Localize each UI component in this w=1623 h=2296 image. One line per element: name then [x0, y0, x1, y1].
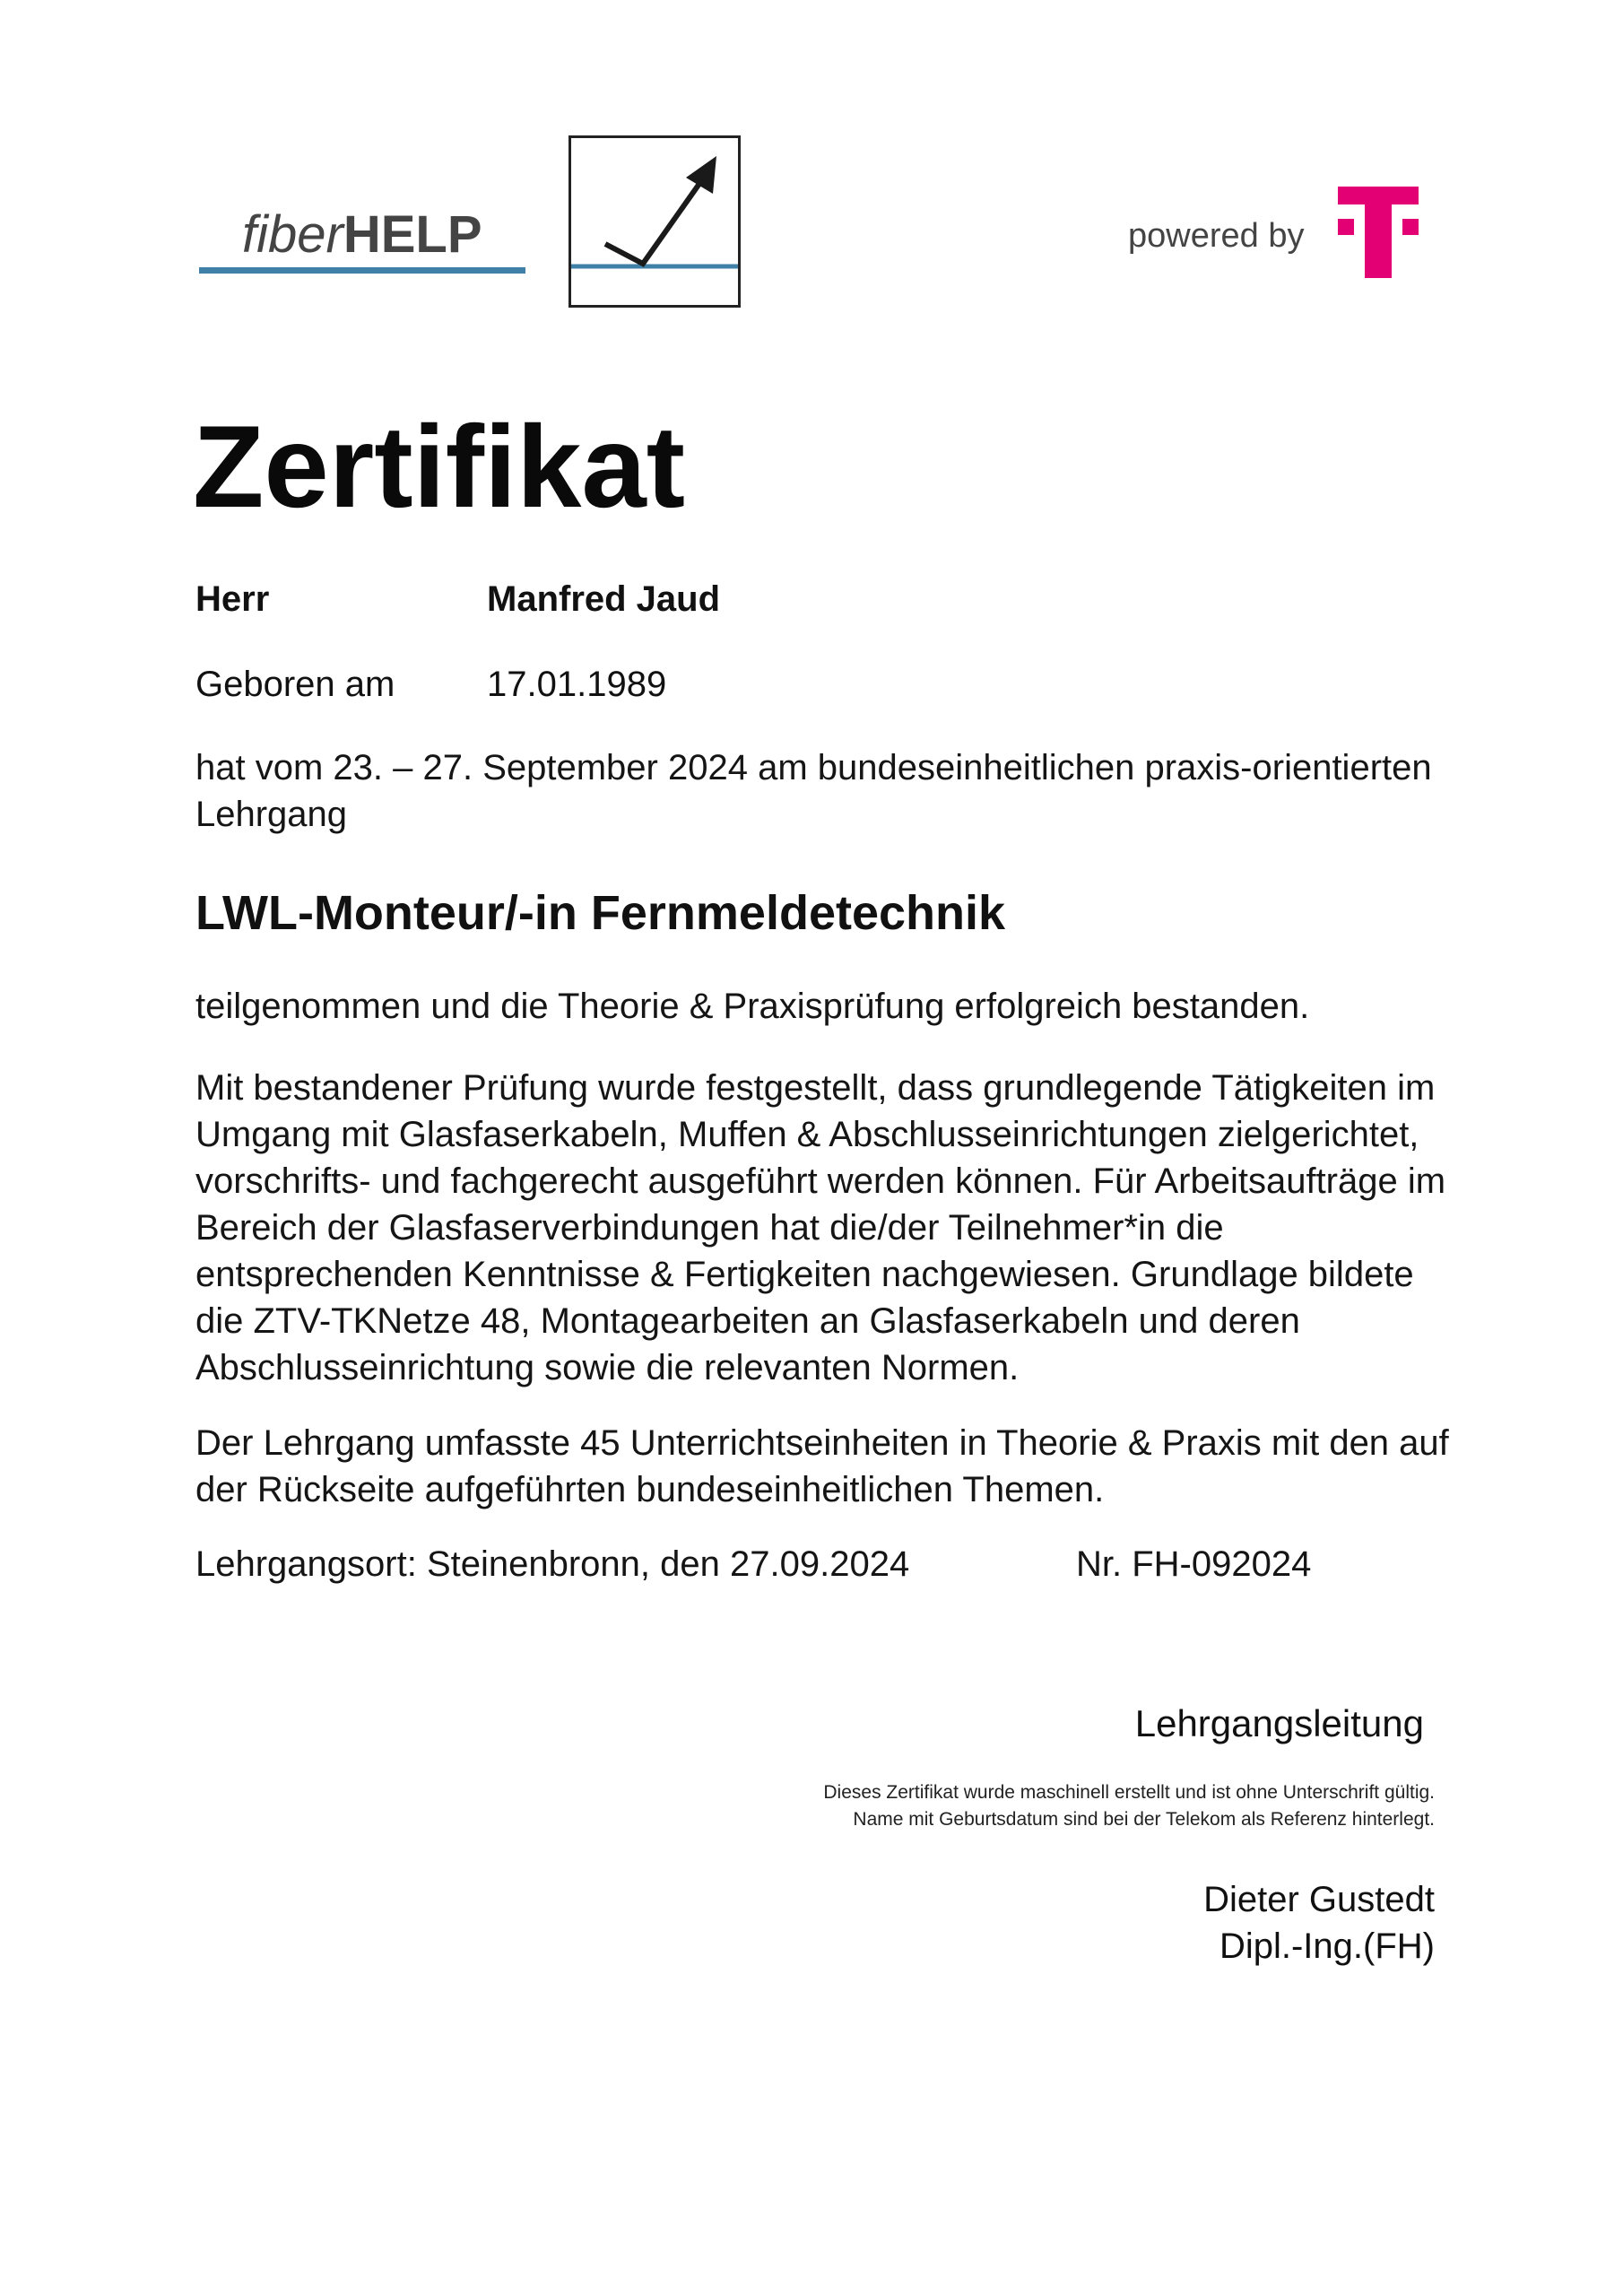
participant-name: Manfred Jaud — [487, 579, 721, 619]
checkmark-arrow-icon — [571, 138, 738, 305]
intro-paragraph — [195, 744, 1451, 838]
leadership-label: Lehrgangsleitung — [1134, 1702, 1424, 1744]
description-line: vorschrifts- und fachgerecht ausgeführt werden können. Für Arbeitsaufträge im — [195, 1161, 1446, 1201]
description-line: Mit bestandener Prüfung wurde festgestellt, dass grundlegende Tätigkeiten im — [195, 1068, 1436, 1108]
telekom-t-icon — [1338, 187, 1419, 278]
intro-line: hat vom 23. – 27. September 2024 am bundeseinheitlichen praxis-orientierten — [195, 748, 1432, 787]
description-line: entsprechenden Kenntnisse & Fertigkeiten nachgewiesen. Grundlage bildete — [195, 1255, 1414, 1294]
certificate-number: Nr. FH-092024 — [1076, 1544, 1312, 1584]
salutation-label: Herr — [195, 579, 270, 619]
scope-line: Der Lehrgang umfasste 45 Unterrichtseinheiten in Theorie & Praxis mit den auf — [195, 1423, 1449, 1463]
fiberhelp-logo-underline — [199, 267, 525, 274]
description-line: die ZTV-TKNetze 48, Montagearbeiten an Glasfaserkabeln und deren — [195, 1301, 1300, 1341]
description-line: Abschlusseinrichtung sowie die relevanten Normen. — [195, 1348, 1020, 1387]
course-title: LWL-Monteur/-in Fernmeldetechnik — [195, 886, 1006, 940]
passed-statement: teilgenommen und die Theorie & Praxisprüfung erfolgreich bestanden. — [195, 987, 1310, 1026]
description-line: Bereich der Glasfaserverbindungen hat die/der Teilnehmer*in die — [195, 1208, 1224, 1248]
signer-name: Dieter Gustedt — [1203, 1880, 1435, 1919]
scope-line: der Rückseite aufgeführten bundeseinheitlichen Themen. — [195, 1470, 1105, 1509]
checkmark-arrow-logo — [568, 135, 741, 308]
intro-line: Lehrgang — [195, 795, 348, 834]
signer-block — [1203, 1876, 1435, 1970]
fiberhelp-logo — [199, 204, 525, 276]
powered-by-label: powered by — [1128, 217, 1305, 255]
description-line: Umgang mit Glasfaserkabeln, Muffen & Abschlusseinrichtungen zielgerichtet, — [195, 1115, 1419, 1154]
birth-label: Geboren am — [195, 665, 395, 704]
description-paragraph — [195, 1065, 1451, 1391]
fiberhelp-logo-light: fiber — [242, 205, 343, 264]
machine-generated-note — [823, 1779, 1435, 1833]
fiberhelp-logo-text — [242, 204, 482, 265]
scope-paragraph — [195, 1420, 1451, 1513]
note-line: Name mit Geburtsdatum sind bei der Telekom als Referenz hinterlegt. — [853, 1809, 1435, 1830]
signer-title: Dipl.-Ing.(FH) — [1219, 1926, 1435, 1966]
note-line: Dieses Zertifikat wurde maschinell erstellt und ist ohne Unterschrift gültig. — [823, 1782, 1435, 1803]
place-date: Lehrgangsort: Steinenbronn, den 27.09.2024 — [195, 1544, 910, 1584]
birth-date: 17.01.1989 — [487, 665, 667, 704]
certificate-title: Zertifikat — [193, 401, 686, 532]
fiberhelp-logo-bold: HELP — [343, 205, 482, 264]
telekom-t-logo — [1338, 187, 1419, 278]
